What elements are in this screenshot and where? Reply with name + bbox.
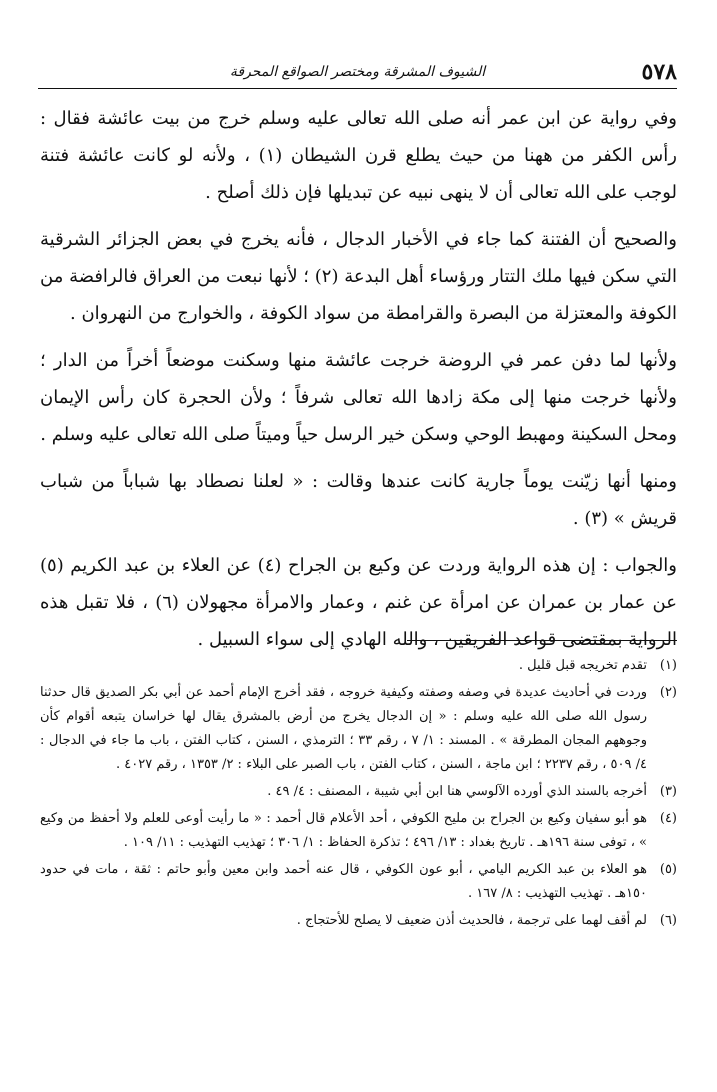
paragraph: ومنها أنها زيّنت يوماً جارية كانت عندها وقالت : « لعلنا نصطاد بها شباباً من شباب قريش » (٣) . [40,471,677,529]
footnote [40,780,677,804]
footnote-text: لم أقف لهما على ترجمة ، فالحديث أذن ضعيف لا يصلح للأحتجاج . [296,913,647,928]
footnote-number: (٤) [659,811,677,826]
footnote [40,909,677,933]
footnotes [40,654,677,936]
footnote-text: وردت في أحاديث عديدة في وصفه وصفته وكيفية خروجه ، فقد أخرج الإمام أحمد عن أبي بكر الصديق قال حدثنا رسول الله صلى الله عليه وسلم : « إن الدجال يخرج من أرض بالمشرق يقال لها خراسان يتبعه أقوام كأن وجوههم المجان المطرقة » . المسند : ١/ ٧ ، رقم ٣٣ ؛ الترمذي ، السنن ، كتاب الفتن ، باب ما جاء في الدجال : ٤/ ٥٠٩ ، رقم ٢٢٣٧ ؛ ابن ماجة ، السنن ، كتاب الفتن ، باب الصبر على البلاء : ٢/ ١٣٥٣ ، رقم ٤٠٢٧ . [40,685,647,772]
paragraph: وفي رواية عن ابن عمر أنه صلى الله تعالى عليه وسلم خرج من بيت عائشة فقال : رأس الكفر من ههنا من حيث يطلع قرن الشيطان (١) ، ولأنه لو كانت عائشة فتنة لوجب على الله تعالى أن لا ينهى نبيه عن تبديلها فإن ذلك أصلح . [40,108,677,203]
running-title: الشيوف المشرقة ومختصر الصواقع المحرقة [229,64,486,80]
footnote-text: هو أبو سفيان وكيع بن الجراح بن مليح الكوفي ، أحد الأعلام قال أحمد : « ما رأيت أوعى للعلم ولا أحفظ من وكيع » ، توفى سنة ١٩٦هـ . تاريخ بغداد : ١٣/ ٤٩٦ ؛ تذكرة الحفاظ : ١/ ٣٠٦ ؛ تهذيب التهذيب : ١١/ ١٠٩ . [40,811,647,850]
footnote-number: (١) [659,658,677,673]
paragraph: والجواب : إن هذه الرواية وردت عن وكيع بن الجراح (٤) عن العلاء بن عبد الكريم (٥) عن عمار بن عمران عن امرأة عن غنم ، وعمار والامرأة مجهولان (٦) ، فلا تقبل هذه الرواية بمقتضى قواعد الفريقين ، والله الهادي إلى سواء السبيل . [40,555,678,650]
main-text [40,100,677,668]
footnote [40,858,677,906]
footnote [40,681,677,777]
footnote-text: هو العلاء بن عبد الكريم اليامي ، أبو عون الكوفي ، قال عنه أحمد وابن معين وأبو حاتم : ثقة ، مات في حدود ١٥٠هـ . تهذيب التهذيب : ٨/ ١٦٧ . [40,862,647,901]
page-number: ٥٧٨ [641,59,677,85]
footnote-separator [407,640,677,641]
footnote [40,654,677,678]
footnote-number: (٢) [659,685,677,700]
footnote-text: تقدم تخريجه قبل قليل . [518,658,647,673]
footnote-number: (٣) [659,784,677,799]
page-header [38,58,677,89]
footnote [40,807,677,855]
footnote-text: أخرجه بالسند الذي أورده الآلوسي هنا ابن أبي شيبة ، المصنف : ٤/ ٤٩ . [267,784,647,799]
paragraph: والصحيح أن الفتنة كما جاء في الأخبار الدجال ، فأنه يخرج في بعض الجزائر الشرقية التي سكن فيها ملك التتار ورؤساء أهل البدعة (٢) ؛ لأنها نبعت من العراق فالرافضة من الكوفة والمعتزلة من البصرة والقرامطة من سواد الكوفة ، والخوارج من النهروان . [40,229,677,324]
footnote-number: (٦) [659,913,677,928]
footnote-number: (٥) [659,862,677,877]
paragraph: ولأنها لما دفن عمر في الروضة خرجت عائشة منها وسكنت موضعاً أخراً من الدار ؛ ولأنها خرجت منها إلى مكة زادها الله تعالى شرفاً ؛ ولأن الحجرة كان رأس الإيمان ومحل السكينة ومهبط الوحي وسكن خير الرسل حياً وميتاً صلى الله تعالى عليه وسلم . [40,350,677,445]
